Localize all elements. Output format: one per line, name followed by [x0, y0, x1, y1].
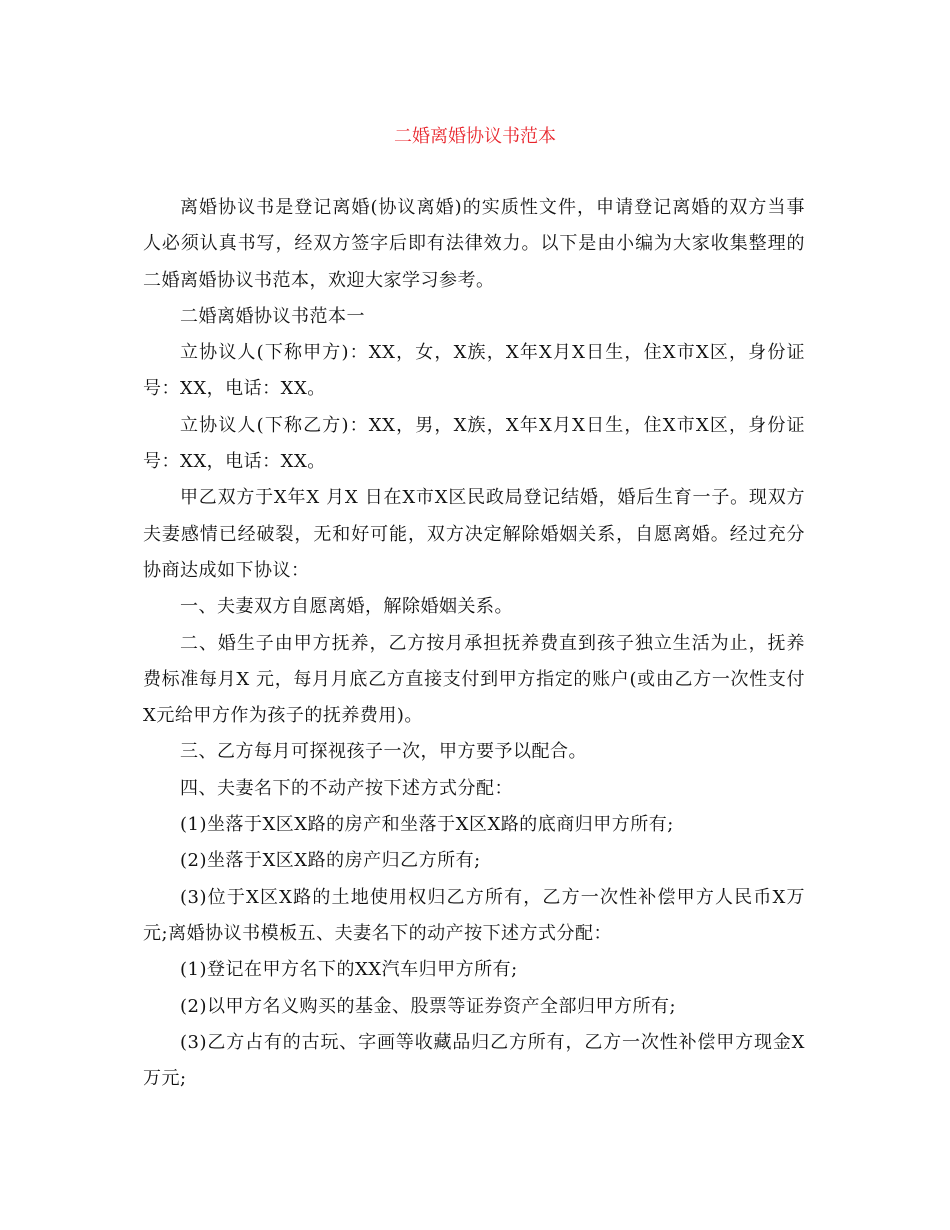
paragraph-section-heading: 二婚离婚协议书范本一 [180, 305, 365, 327]
paragraph-clause-3: 三、乙方每月可探视孩子一次，甲方要予以配合。 [180, 741, 587, 763]
paragraph-party-b: 立协议人(下称乙方)：XX，男，X族，X年X月X日生，住X市X区，身份证号：XX，电话：XX。 [143, 414, 805, 473]
paragraph-clause-4: 四、夫妻名下的不动产按下述方式分配： [180, 777, 513, 799]
paragraph-marriage-facts: 甲乙双方于X年X 月X 日在X市X区民政局登记结婚，婚后生育一子。现双方夫妻感情已经破裂，无和好可能，双方决定解除婚姻关系，自愿离婚。经过充分协商达成如下协议： [143, 487, 805, 581]
paragraph-clause-2: 二、婚生子由甲方抚养，乙方按月承担抚养费直到孩子独立生活为止，抚养费标准每月X 元，每月月底乙方直接支付到甲方指定的账户(或由乙方一次性支付X元给甲方作为孩子的抚养费用)。 [143, 632, 805, 727]
paragraph-clause-5-item-3: (3)乙方占有的古玩、字画等收藏品归乙方所有，乙方一次性补偿甲方现金X万元; [143, 1031, 805, 1090]
paragraph-clause-5-item-2: (2)以甲方名义购买的基金、股票等证券资产全部归甲方所有; [180, 995, 677, 1017]
document-body [143, 190, 805, 1097]
document-title: 二婚离婚协议书范本 [394, 126, 556, 147]
paragraph-party-a: 立协议人(下称甲方)：XX，女，X族，X年X月X日生，住X市X区，身份证号：XX，电话：XX。 [143, 342, 805, 400]
paragraph-clause-4-item-1: (1)坐落于X区X路的房产和坐落于X区X路的底商归甲方所有; [180, 814, 674, 836]
paragraph-clause-5-item-1: (1)登记在甲方名下的XX汽车归甲方所有; [180, 959, 518, 981]
paragraph-clause-4-item-2: (2)坐落于X区X路的房产归乙方所有; [180, 850, 481, 872]
paragraph-clause-1: 一、夫妻双方自愿离婚，解除婚姻关系。 [180, 596, 513, 618]
paragraph-clause-4-item-3: (3)位于X区X路的土地使用权归乙方所有，乙方一次性补偿甲方人民币X万元;离婚协议书模板五、夫妻名下的动产按下述方式分配： [143, 886, 805, 944]
paragraph-intro: 离婚协议书是登记离婚(协议离婚)的实质性文件，申请登记离婚的双方当事人必须认真书写，经双方签字后即有法律效力。以下是由小编为大家收集整理的二婚离婚协议书范本，欢迎大家学习参考。 [143, 197, 805, 291]
